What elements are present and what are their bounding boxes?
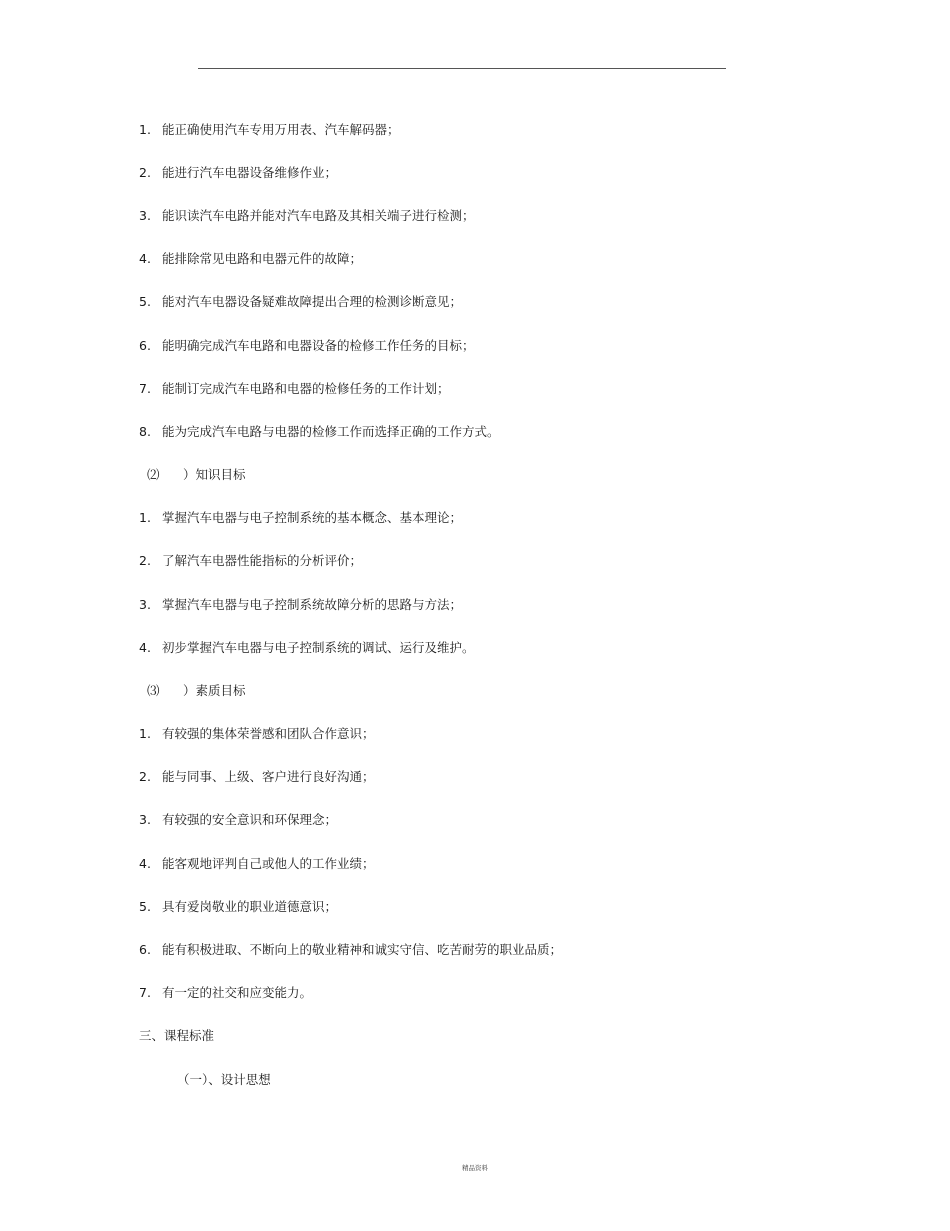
list-item — [139, 899, 337, 915]
item-number: 1. — [139, 510, 151, 525]
item-number: 3. — [139, 208, 151, 223]
item-text: 能制订完成汽车电路和电器的检修任务的工作计划； — [162, 381, 450, 396]
list-item — [139, 424, 500, 440]
list-item — [139, 294, 462, 310]
heading-marker: ⑵ — [147, 467, 160, 482]
list-item — [139, 338, 475, 354]
section-heading-knowledge — [139, 467, 246, 483]
item-text: 有较强的安全意识和环保理念； — [162, 812, 338, 827]
item-text: 能与同事、上级、客户进行良好沟通； — [162, 769, 375, 784]
item-number: 7. — [139, 985, 151, 1000]
item-number: 2. — [139, 165, 151, 180]
item-text: 能客观地评判自己或他人的工作业绩； — [162, 856, 375, 871]
item-text: 掌握汽车电器与电子控制系统故障分析的思路与方法； — [162, 597, 463, 612]
list-item — [139, 942, 562, 958]
item-text: 能为完成汽车电路与电器的检修工作而选择正确的工作方式。 — [162, 424, 500, 439]
list-item — [139, 640, 475, 656]
item-text: 具有爱岗敬业的职业道德意识； — [162, 899, 338, 914]
item-number: 6. — [139, 338, 151, 353]
list-item — [139, 381, 450, 397]
list-item — [139, 510, 462, 526]
item-number: 6. — [139, 942, 151, 957]
item-text: 能排除常见电路和电器元件的故障； — [162, 251, 363, 266]
item-number: 2. — [139, 553, 151, 568]
item-text: 能识读汽车电路并能对汽车电路及其相关端子进行检测； — [162, 208, 475, 223]
item-text: 初步掌握汽车电器与电子控制系统的调试、运行及维护。 — [162, 640, 475, 655]
item-number: 4. — [139, 856, 151, 871]
item-number: 5. — [139, 899, 151, 914]
item-number: 2. — [139, 769, 151, 784]
item-text: 有较强的集体荣誉感和团队合作意识； — [162, 726, 375, 741]
list-item — [139, 726, 375, 742]
item-text: 能有积极进取、不断向上的敬业精神和诚实守信、吃苦耐劳的职业品质； — [162, 942, 563, 957]
item-text: 了解汽车电器性能指标的分析评价； — [162, 553, 363, 568]
item-text: 能对汽车电器设备疑难故障提出合理的检测诊断意见； — [162, 294, 463, 309]
list-item — [139, 856, 375, 872]
item-text: 掌握汽车电器与电子控制系统的基本概念、基本理论； — [162, 510, 463, 525]
list-item — [139, 985, 312, 1001]
header-rule — [198, 68, 726, 69]
list-item — [139, 122, 400, 138]
item-number: 8. — [139, 424, 151, 439]
item-text: 有一定的社交和应变能力。 — [162, 985, 313, 1000]
subsection-title: （一）、设计思想 — [177, 1072, 271, 1087]
heading-marker: ⑶ — [147, 683, 160, 698]
item-number: 1. — [139, 122, 151, 137]
heading-text: ）知识目标 — [183, 467, 246, 482]
list-item — [139, 769, 375, 785]
list-item — [139, 208, 475, 224]
list-item — [139, 597, 462, 613]
section-heading-quality — [139, 683, 246, 699]
item-number: 3. — [139, 597, 151, 612]
item-number: 1. — [139, 726, 151, 741]
item-number: 5. — [139, 294, 151, 309]
item-number: 7. — [139, 381, 151, 396]
list-item — [139, 812, 337, 828]
item-number: 3. — [139, 812, 151, 827]
list-item — [139, 553, 362, 569]
list-item — [139, 251, 362, 267]
list-item — [139, 165, 337, 181]
page-footer: 精品资料 — [462, 1164, 488, 1172]
item-text: 能进行汽车电器设备维修作业； — [162, 165, 338, 180]
item-text: 能明确完成汽车电路和电器设备的检修工作任务的目标； — [162, 338, 475, 353]
item-number: 4. — [139, 251, 151, 266]
item-text: 能正确使用汽车专用万用表、汽车解码器； — [162, 122, 400, 137]
heading-text: ）素质目标 — [183, 683, 246, 698]
section-title: 三、课程标准 — [139, 1028, 215, 1043]
item-number: 4. — [139, 640, 151, 655]
